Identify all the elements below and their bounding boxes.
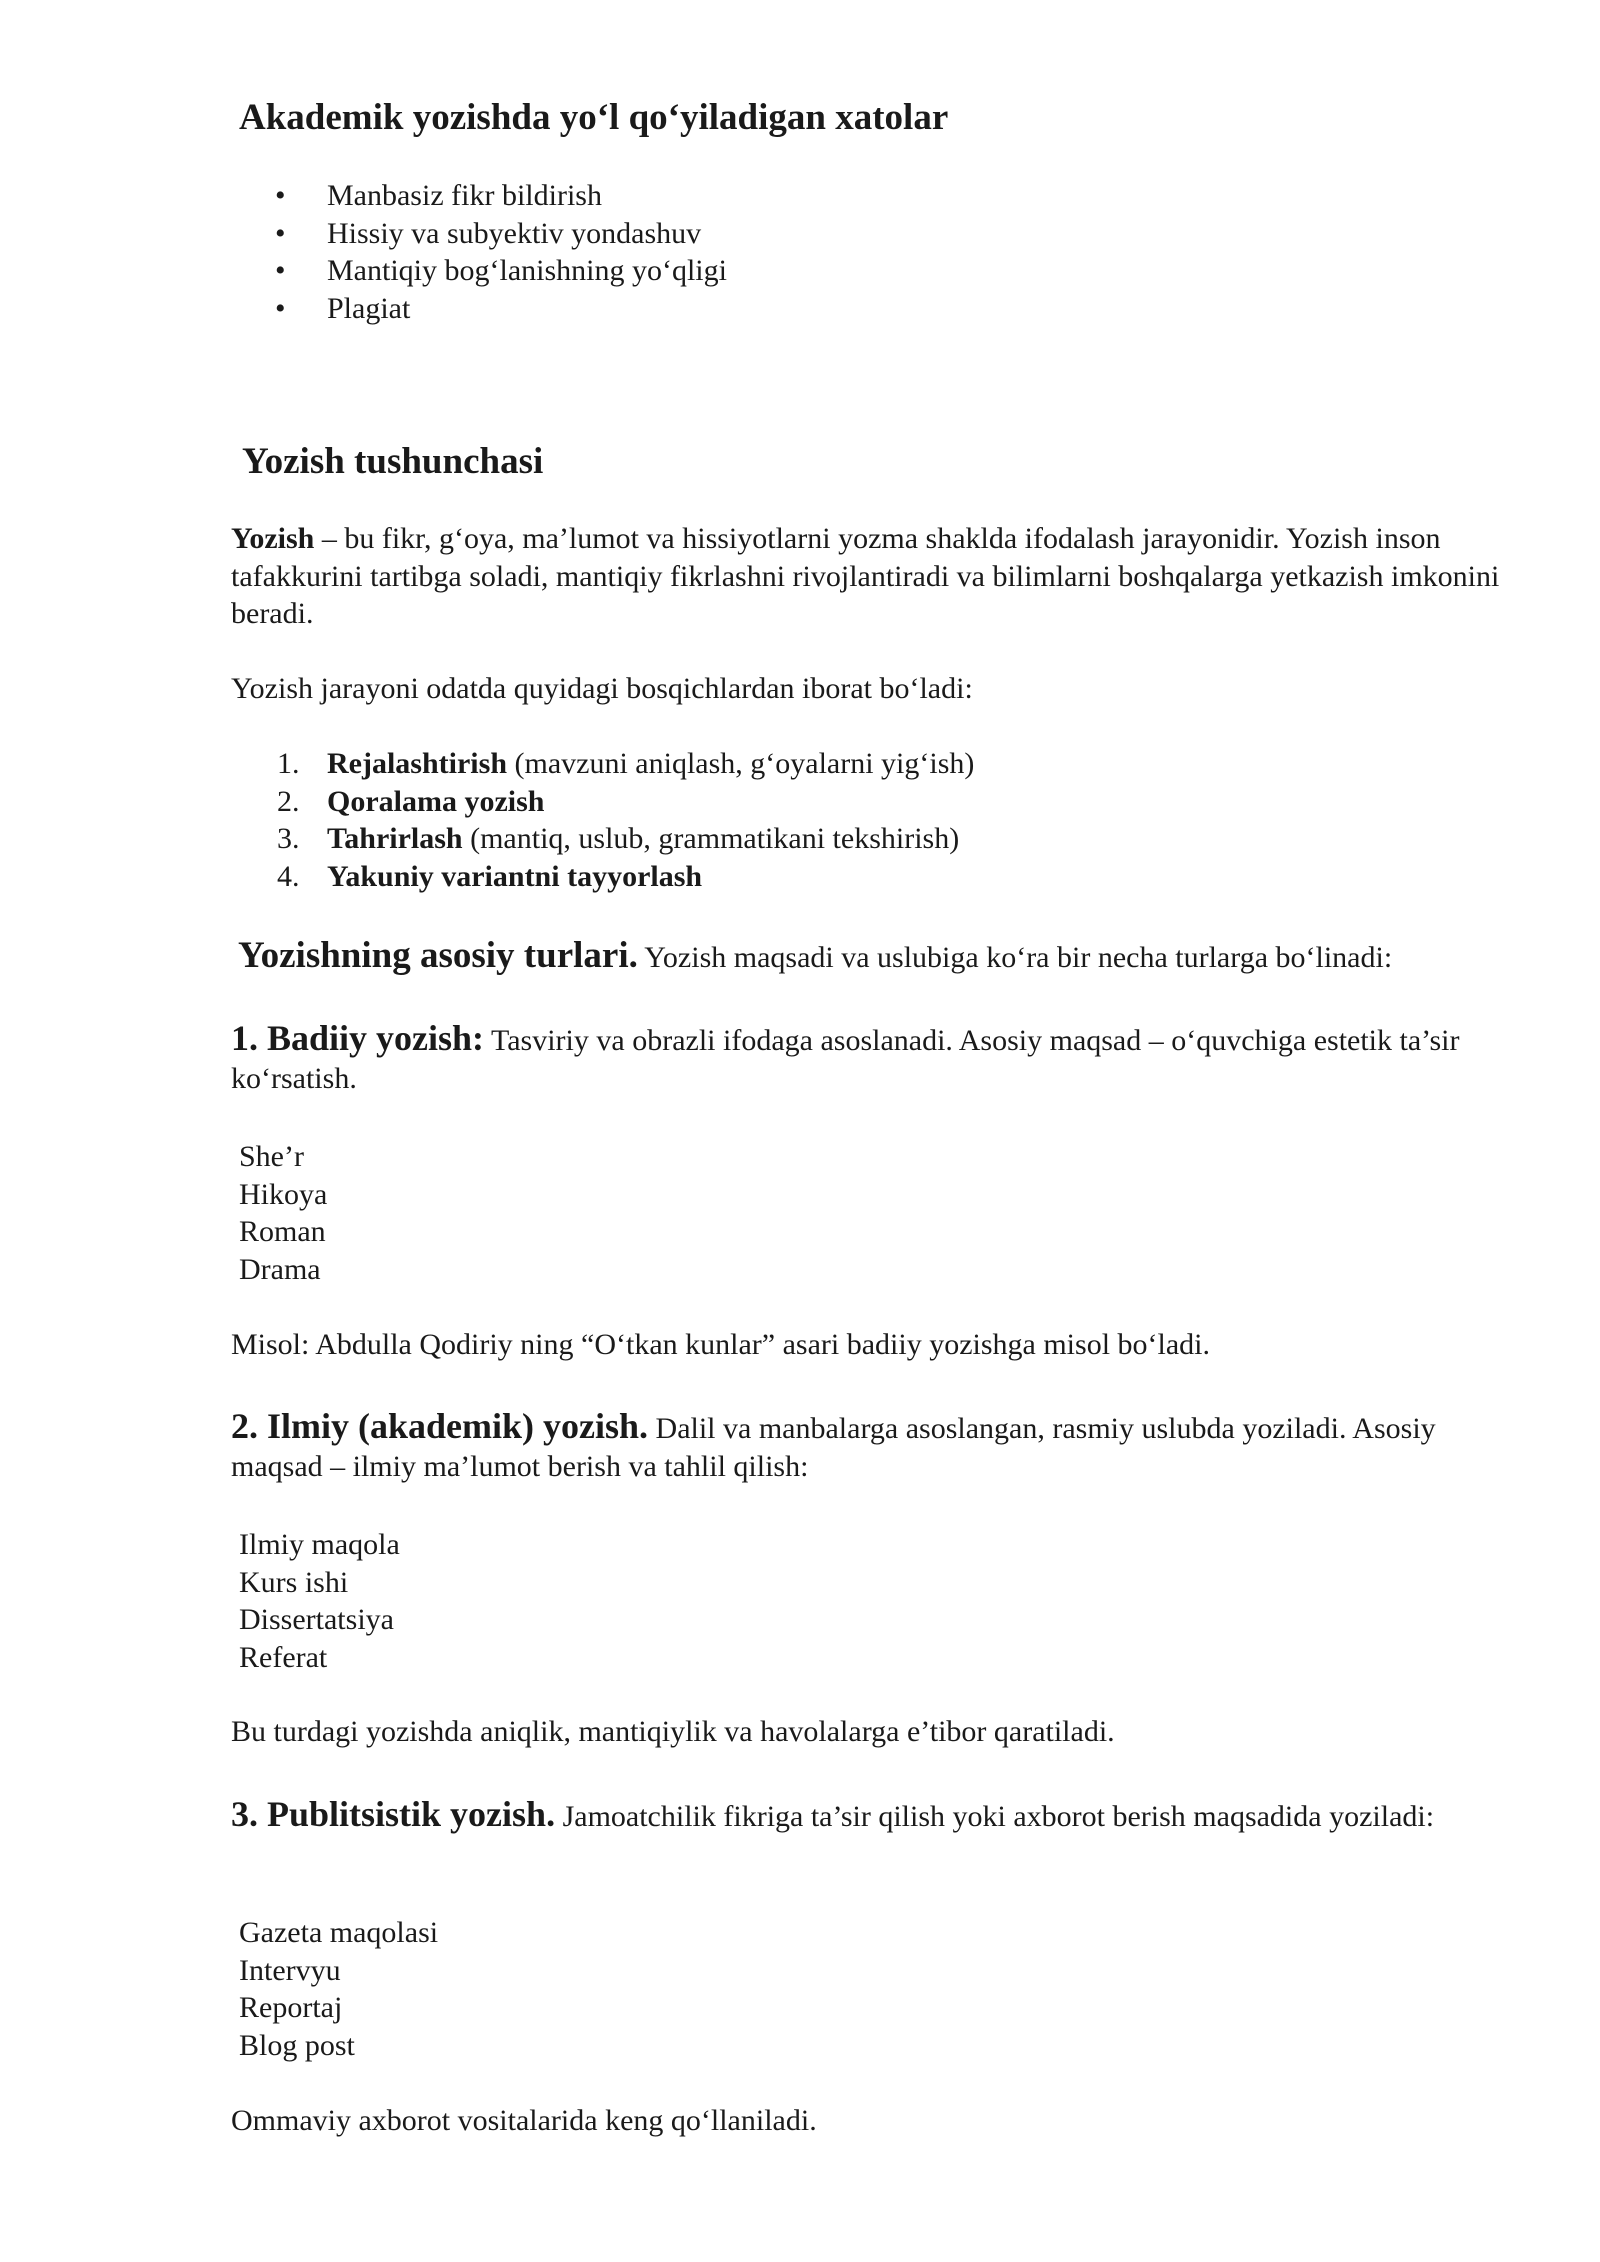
bullet-icon: •: [275, 216, 286, 250]
list-item: Kurs ishi: [239, 1565, 349, 1599]
type-2-paragraph: [231, 1408, 1501, 1485]
section-title-writing-concept: Yozish tushunchasi: [242, 441, 544, 482]
type-2-examples: [239, 1526, 400, 1676]
definition-text: – bu fikr, g‘oya, ma’lumot va hissiyotlarni yozma shaklda ifodalash jarayonidir. Yozish inson tafakkurini tartibga soladi, mantiqiy fikrlashni rivojlantiradi va bilimlarni boshqalarga yetkazish imkonini beradi.: [231, 522, 1500, 630]
type-1-examples: [239, 1138, 327, 1288]
list-item: Intervyu: [239, 1953, 341, 1987]
list-item: 1. Rejalashtirish (mavzuni aniqlash, g‘oyalarni yig‘ish): [277, 747, 975, 780]
type-3-note: Ommaviy axborot vositalarida keng qo‘llaniladi.: [231, 2104, 817, 2137]
definition-paragraph: [231, 520, 1501, 633]
type-3-heading: 3. Publitsistik yozish.: [231, 1794, 556, 1834]
list-item: 3. Tahrirlash (mantiq, uslub, grammatikani tekshirish): [277, 822, 960, 855]
type-3-examples: [239, 1914, 438, 2064]
list-item: 2. Qoralama yozish: [277, 784, 545, 818]
list-item: Reportaj: [239, 1991, 343, 2024]
list-item: • Mantiqiy bog‘lanishning yo‘qligi: [327, 252, 727, 290]
type-1-text: Tasviriy va obrazli ifodaga asoslanadi. Asosiy maqsad – o‘quvchiga estetik ta’sir ko‘rsatish.: [231, 1024, 1460, 1095]
list-item: She’r: [239, 1140, 304, 1173]
list-item: Ilmiy maqola: [239, 1528, 400, 1561]
list-item: Gazeta maqolasi: [239, 1916, 439, 1949]
list-item: Roman: [239, 1215, 326, 1248]
type-1-paragraph: [231, 1020, 1501, 1097]
process-steps-list: [277, 745, 975, 895]
type-3-text: Jamoatchilik fikriga ta’sir qilish yoki axborot berish maqsadida yoziladi:: [555, 1800, 1435, 1833]
list-item: Hikoya: [239, 1177, 328, 1211]
type-2-text: Dalil va manbalarga asoslangan, rasmiy uslubda yoziladi. Asosiy maqsad – ilmiy ma’lumot berish va tahlil qilish:: [231, 1412, 1436, 1483]
list-item: Blog post: [239, 2028, 355, 2062]
list-item: • Plagiat: [327, 290, 727, 328]
definition-term: Yozish: [231, 522, 315, 555]
type-2-note: Bu turdagi yozishda aniqlik, mantiqiylik va havolalarga e’tibor qaratiladi.: [231, 1715, 1115, 1748]
bullet-icon: •: [275, 179, 286, 212]
types-heading-line: [238, 934, 1392, 978]
types-intro: Yozish maqsadi va uslubiga ko‘ra bir necha turlarga bo‘linadi:: [637, 941, 1393, 974]
mistakes-list: [275, 177, 727, 327]
type-1-heading: 1. Badiiy yozish:: [231, 1018, 485, 1058]
list-item: 4. Yakuniy variantni tayyorlash: [277, 859, 703, 893]
type-3-paragraph: [231, 1796, 1501, 1836]
bullet-icon: •: [275, 254, 286, 287]
list-item: Drama: [239, 1252, 321, 1286]
type-1-note: Misol: Abdulla Qodiriy ning “O‘tkan kunlar” asari badiiy yozishga misol bo‘ladi.: [231, 1328, 1210, 1361]
section-title-common-mistakes: Akademik yozishda yo‘l qo‘yiladigan xatolar: [239, 97, 949, 138]
list-item: • Hissiy va subyektiv yondashuv: [327, 215, 727, 253]
list-item: Dissertatsiya: [239, 1603, 394, 1636]
section-title-writing-types: Yozishning asosiy turlari.: [238, 935, 638, 976]
list-item: Referat: [239, 1640, 328, 1674]
list-item: • Manbasiz fikr bildirish: [327, 177, 727, 215]
process-intro: Yozish jarayoni odatda quyidagi bosqichlardan iborat bo‘ladi:: [231, 672, 973, 705]
bullet-icon: •: [275, 291, 286, 325]
type-2-heading: 2. Ilmiy (akademik) yozish.: [231, 1406, 649, 1446]
